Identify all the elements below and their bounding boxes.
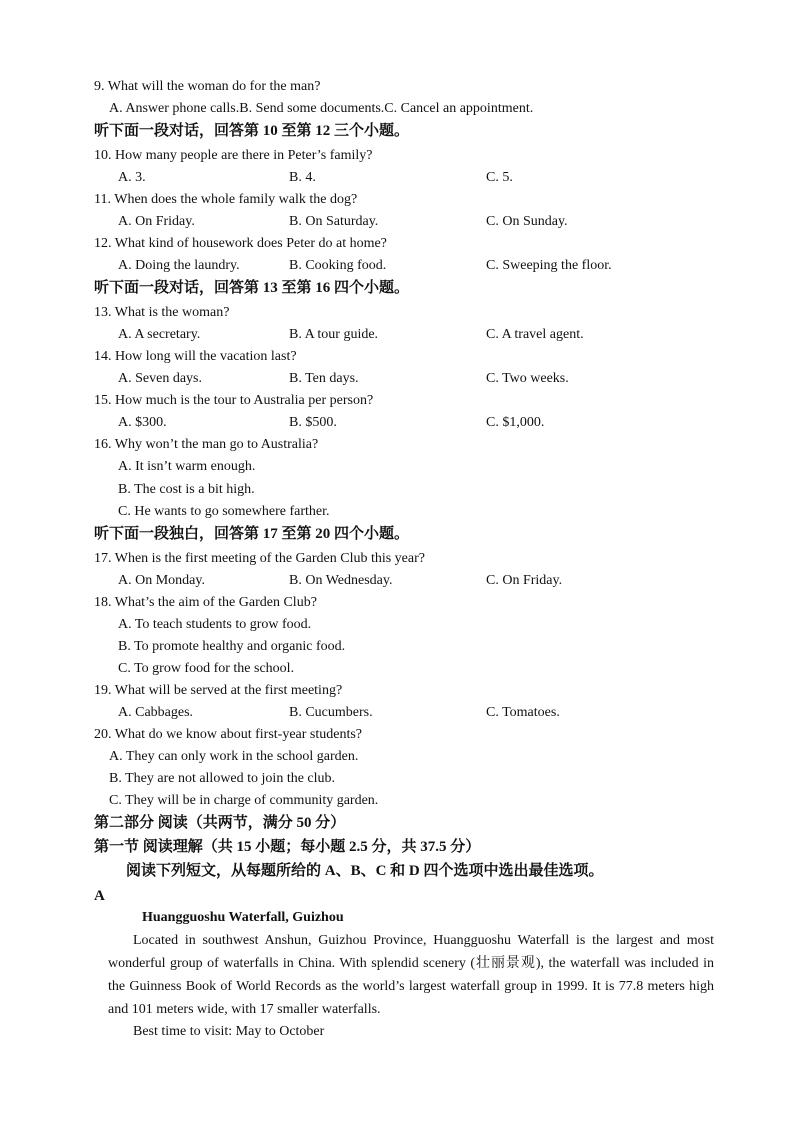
option-17-c: C. On Friday.: [486, 573, 563, 588]
option-12-b: B. Cooking food.: [289, 258, 387, 273]
option-15-c: C. $1,000.: [486, 415, 545, 430]
passage-title: Huangguoshu Waterfall, Guizhou: [142, 910, 344, 925]
passage-body: [108, 929, 714, 1021]
question-11: 11. When does the whole family walk the dog?: [94, 192, 358, 207]
section-one-heading: 第一节 阅读理解（共 15 小题；每小题 2.5 分，共 37.5 分）: [94, 839, 481, 855]
option-10-a: A. 3.: [118, 170, 146, 185]
part-two-heading: 第二部分 阅读（共两节，满分 50 分）: [94, 815, 346, 831]
question-10: 10. How many people are there in Peter’s family?: [94, 148, 373, 163]
option-13-b: B. A tour guide.: [289, 327, 379, 342]
option-18-b: B. To promote healthy and organic food.: [118, 639, 346, 654]
reading-instruction: 阅读下列短文，从每题所给的 A、B、C 和 D 四个选项中选出最佳选项。: [126, 863, 604, 879]
section-heading-13-16: 听下面一段对话，回答第 13 至第 16 四个小题。: [94, 280, 410, 296]
option-11-b: B. On Saturday.: [289, 214, 379, 229]
option-19-c: C. Tomatoes.: [486, 705, 560, 720]
question-12: 12. What kind of housework does Peter do at home?: [94, 236, 387, 251]
option-20-a: A. They can only work in the school garden.: [109, 749, 359, 764]
option-12-a: A. Doing the laundry.: [118, 258, 240, 273]
option-16-a: A. It isn’t warm enough.: [118, 459, 256, 474]
question-9: 9. What will the woman do for the man?: [94, 79, 321, 94]
option-10-c: C. 5.: [486, 170, 513, 185]
option-15-a: A. $300.: [118, 415, 167, 430]
question-17: 17. When is the first meeting of the Garden Club this year?: [94, 551, 425, 566]
section-heading-10-12: 听下面一段对话，回答第 10 至第 12 三个小题。: [94, 123, 410, 139]
option-17-a: A. On Monday.: [118, 573, 205, 588]
question-15: 15. How much is the tour to Australia per person?: [94, 393, 374, 408]
option-16-b: B. The cost is a bit high.: [118, 482, 255, 497]
option-14-b: B. Ten days.: [289, 371, 359, 386]
question-16: 16. Why won’t the man go to Australia?: [94, 437, 319, 452]
question-19: 19. What will be served at the first meeting?: [94, 683, 343, 698]
best-time-line: Best time to visit: May to October: [133, 1024, 325, 1039]
option-12-c: C. Sweeping the floor.: [486, 258, 612, 273]
option-13-c: C. A travel agent.: [486, 327, 584, 342]
option-19-b: B. Cucumbers.: [289, 705, 373, 720]
option-10-b: B. 4.: [289, 170, 316, 185]
passage-paragraph: Located in southwest Anshun, Guizhou Province, Huangguoshu Waterfall is the largest and most wonderful group of waterfalls in China. With splendid scenery (壮丽景观), the waterfall was included in the Guinness Book of World Records as the world’s largest waterfall group in 1999. It is 77.8 meters high and 101 meters wide, with 17 smaller waterfalls.: [108, 933, 714, 1017]
option-20-b: B. They are not allowed to join the club.: [109, 771, 336, 786]
option-19-a: A. Cabbages.: [118, 705, 194, 720]
option-18-c: C. To grow food for the school.: [118, 661, 295, 676]
option-14-c: C. Two weeks.: [486, 371, 569, 386]
question-18: 18. What’s the aim of the Garden Club?: [94, 595, 317, 610]
option-17-b: B. On Wednesday.: [289, 573, 393, 588]
option-14-a: A. Seven days.: [118, 371, 202, 386]
option-16-c: C. He wants to go somewhere farther.: [118, 504, 330, 519]
option-18-a: A. To teach students to grow food.: [118, 617, 312, 632]
option-11-a: A. On Friday.: [118, 214, 195, 229]
question-14: 14. How long will the vacation last?: [94, 349, 297, 364]
question-13: 13. What is the woman?: [94, 305, 230, 320]
option-20-c: C. They will be in charge of community garden.: [109, 793, 379, 808]
option-11-c: C. On Sunday.: [486, 214, 568, 229]
passage-label: A: [94, 888, 105, 904]
section-heading-17-20: 听下面一段独白，回答第 17 至第 20 四个小题。: [94, 526, 410, 542]
option-15-b: B. $500.: [289, 415, 337, 430]
question-9-options: A. Answer phone calls.B. Send some documents.C. Cancel an appointment.: [109, 101, 534, 116]
question-20: 20. What do we know about first-year students?: [94, 727, 363, 742]
option-13-a: A. A secretary.: [118, 327, 201, 342]
